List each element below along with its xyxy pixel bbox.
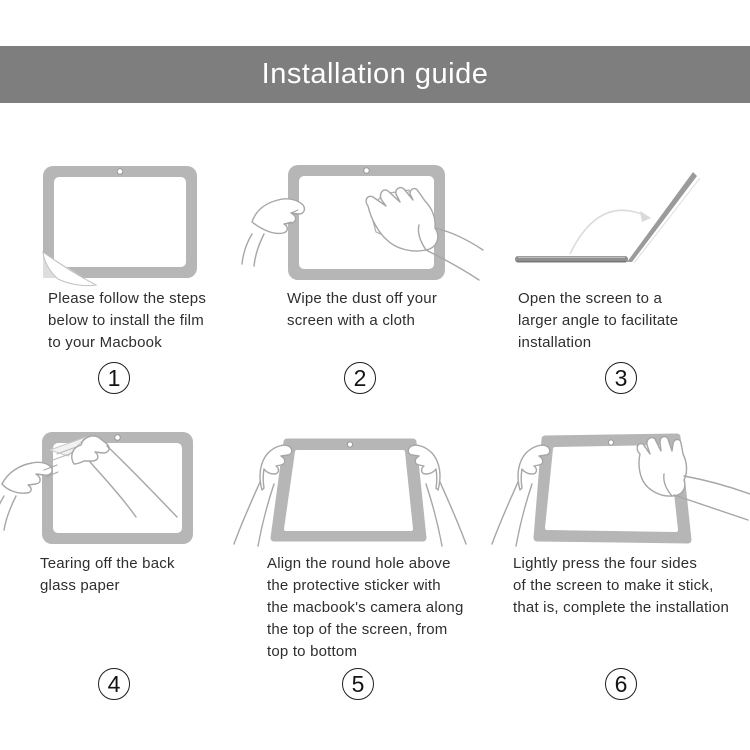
caption-line: to your Macbook — [48, 334, 162, 351]
step-2-number-badge — [344, 362, 376, 394]
press-edges-illustration — [500, 420, 750, 562]
caption-line: Open the screen to a — [518, 290, 663, 307]
page-title: Installation guide — [261, 58, 489, 90]
step-3-caption — [518, 288, 678, 354]
tear-backing-illustration — [0, 420, 250, 562]
step-4-caption — [40, 553, 175, 597]
step-number: 4 — [107, 670, 121, 697]
caption-line: glass paper — [40, 577, 120, 594]
step-5-caption — [267, 553, 464, 663]
step-3-number-badge — [605, 362, 637, 394]
caption-line: the top of the screen, from — [267, 621, 448, 638]
caption-line: that is, complete the installation — [513, 599, 730, 616]
caption-line: installation — [518, 334, 592, 351]
caption-line: below to install the film — [48, 312, 204, 329]
step-5-number-badge — [342, 668, 374, 700]
step-6-caption — [513, 553, 729, 619]
caption-line: of the screen to make it stick, — [513, 577, 714, 594]
caption-line: Lightly press the four sides — [513, 555, 698, 572]
caption-line: larger angle to facilitate — [518, 312, 679, 329]
step-number: 5 — [351, 670, 365, 697]
wipe-screen-illustration — [250, 160, 500, 296]
caption-line: the macbook's camera along — [267, 599, 464, 616]
banner — [0, 46, 750, 103]
caption-line: top to bottom — [267, 643, 358, 660]
caption-line: the protective sticker with — [267, 577, 441, 594]
step-2-caption — [287, 288, 437, 332]
step-number: 1 — [107, 364, 121, 391]
macbook-film-peel-illustration — [0, 160, 250, 296]
caption-line: Wipe the dust off your — [287, 290, 438, 307]
step-4-number-badge — [98, 668, 130, 700]
caption-line: Align the round hole above — [267, 555, 451, 572]
step-1-caption — [48, 288, 206, 354]
step-6-number-badge — [605, 668, 637, 700]
step-1-number-badge — [98, 362, 130, 394]
align-film-illustration — [250, 420, 500, 562]
caption-line: screen with a cloth — [287, 312, 416, 329]
caption-line: Please follow the steps — [48, 290, 207, 307]
step-number: 6 — [614, 670, 628, 697]
caption-line: Tearing off the back — [40, 555, 175, 572]
step-number: 2 — [353, 364, 367, 391]
step-number: 3 — [614, 364, 628, 391]
open-laptop-illustration — [500, 160, 750, 296]
